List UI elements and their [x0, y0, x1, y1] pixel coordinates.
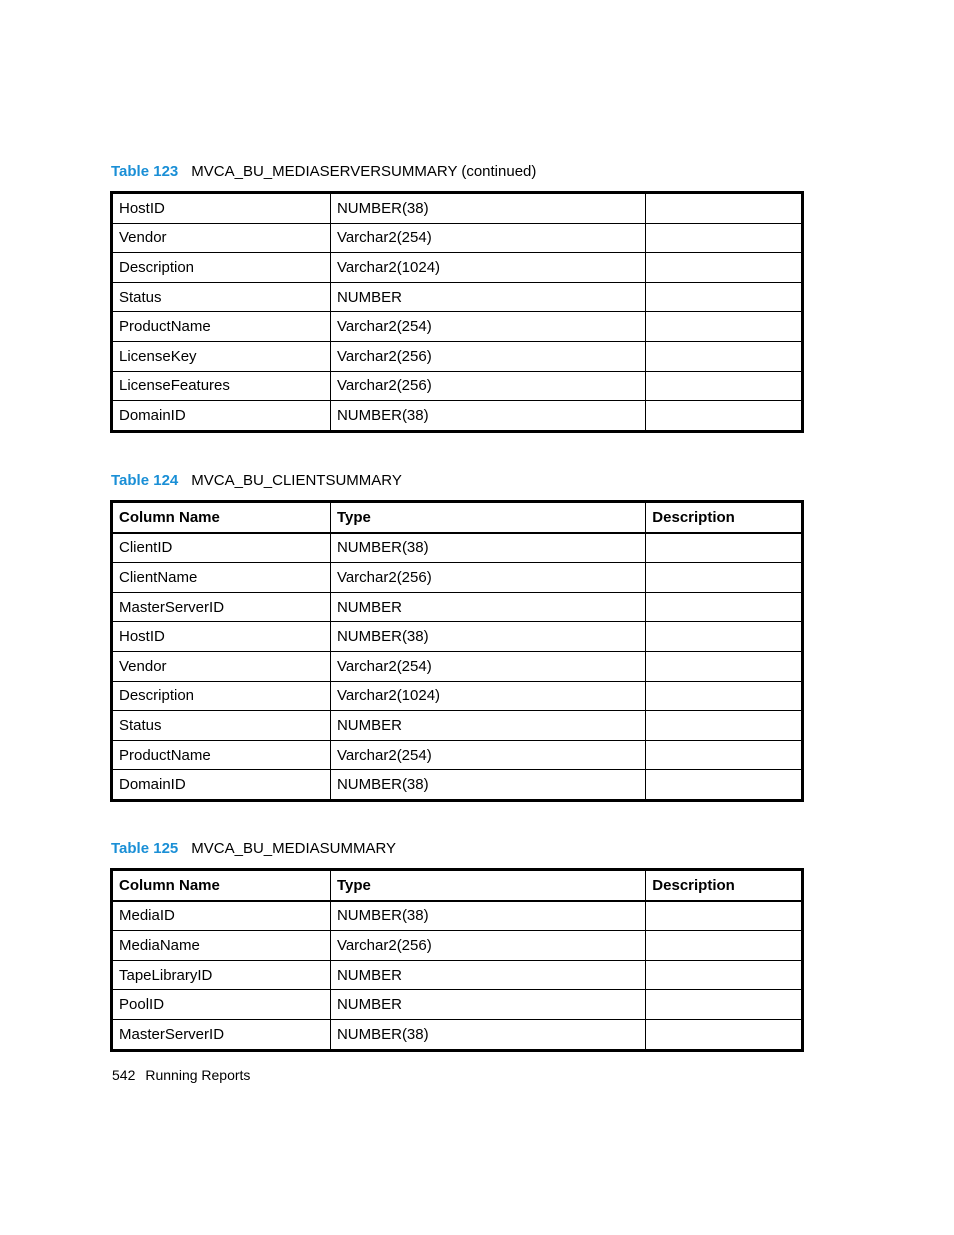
description-cell — [646, 371, 803, 401]
description-cell — [646, 740, 803, 770]
column-name-cell: Vendor — [112, 223, 331, 253]
column-name-cell: ProductName — [112, 312, 331, 342]
type-cell: Varchar2(1024) — [330, 681, 645, 711]
type-cell: Varchar2(254) — [330, 312, 645, 342]
table-row — [112, 193, 803, 224]
column-name-cell: ProductName — [112, 740, 331, 770]
table-row — [112, 651, 803, 681]
table-row — [112, 901, 803, 931]
table-row — [112, 681, 803, 711]
type-cell: NUMBER — [330, 960, 645, 990]
table-125-caption — [111, 840, 396, 858]
column-header: Description — [646, 502, 803, 533]
type-cell: Varchar2(254) — [330, 740, 645, 770]
type-cell: Varchar2(1024) — [330, 253, 645, 283]
column-name-cell: LicenseFeatures — [112, 371, 331, 401]
table-125 — [110, 868, 804, 1052]
description-cell — [646, 1019, 803, 1050]
table-row — [112, 401, 803, 432]
column-name-cell: MediaID — [112, 901, 331, 931]
type-cell: NUMBER(38) — [330, 401, 645, 432]
header-row — [112, 870, 803, 901]
table-row — [112, 740, 803, 770]
table-124-caption — [111, 472, 402, 490]
table-title: MVCA_BU_MEDIASUMMARY — [191, 840, 397, 857]
type-cell: Varchar2(256) — [330, 931, 645, 961]
table-label: Table 124 — [111, 472, 179, 489]
column-header: Column Name — [112, 870, 331, 901]
table-row — [112, 770, 803, 801]
column-header: Column Name — [112, 502, 331, 533]
type-cell: NUMBER — [330, 990, 645, 1020]
description-cell — [646, 533, 803, 563]
table-row — [112, 592, 803, 622]
table-row — [112, 931, 803, 961]
column-name-cell: HostID — [112, 622, 331, 652]
page-number: 542 — [112, 1067, 136, 1083]
column-header: Type — [330, 502, 645, 533]
type-cell: NUMBER(38) — [330, 193, 645, 224]
description-cell — [646, 711, 803, 741]
page-footer — [112, 1067, 250, 1083]
description-cell — [646, 563, 803, 593]
type-cell: Varchar2(256) — [330, 371, 645, 401]
type-cell: Varchar2(256) — [330, 563, 645, 593]
table-123-caption — [111, 163, 536, 181]
type-cell: Varchar2(254) — [330, 651, 645, 681]
header-row — [112, 502, 803, 533]
description-cell — [646, 401, 803, 432]
type-cell: NUMBER(38) — [330, 770, 645, 801]
column-name-cell: HostID — [112, 193, 331, 224]
column-name-cell: MediaName — [112, 931, 331, 961]
column-name-cell: MasterServerID — [112, 1019, 331, 1050]
type-cell: Varchar2(256) — [330, 341, 645, 371]
description-cell — [646, 193, 803, 224]
table-label: Table 123 — [111, 163, 179, 180]
type-cell: NUMBER — [330, 592, 645, 622]
column-name-cell: DomainID — [112, 770, 331, 801]
table-row — [112, 223, 803, 253]
description-cell — [646, 253, 803, 283]
description-cell — [646, 282, 803, 312]
column-name-cell: LicenseKey — [112, 341, 331, 371]
table-row — [112, 282, 803, 312]
description-cell — [646, 341, 803, 371]
table-row — [112, 990, 803, 1020]
table-row — [112, 533, 803, 563]
table-title: MVCA_BU_CLIENTSUMMARY — [191, 472, 402, 489]
description-cell — [646, 651, 803, 681]
description-cell — [646, 622, 803, 652]
column-header: Type — [330, 870, 645, 901]
type-cell: Varchar2(254) — [330, 223, 645, 253]
column-name-cell: MasterServerID — [112, 592, 331, 622]
column-name-cell: Vendor — [112, 651, 331, 681]
description-cell — [646, 770, 803, 801]
table-123 — [110, 191, 804, 433]
table-label: Table 125 — [111, 840, 179, 857]
section-name: Running Reports — [145, 1067, 251, 1083]
table-row — [112, 371, 803, 401]
table-row — [112, 253, 803, 283]
description-cell — [646, 901, 803, 931]
table-row — [112, 341, 803, 371]
table-124 — [110, 500, 804, 802]
description-cell — [646, 592, 803, 622]
table-row — [112, 1019, 803, 1050]
type-cell: NUMBER(38) — [330, 622, 645, 652]
column-name-cell: Status — [112, 282, 331, 312]
column-name-cell: Description — [112, 681, 331, 711]
table-row — [112, 960, 803, 990]
type-cell: NUMBER — [330, 711, 645, 741]
column-name-cell: ClientName — [112, 563, 331, 593]
type-cell: NUMBER(38) — [330, 1019, 645, 1050]
table-row — [112, 711, 803, 741]
column-name-cell: Description — [112, 253, 331, 283]
description-cell — [646, 312, 803, 342]
type-cell: NUMBER(38) — [330, 901, 645, 931]
type-cell: NUMBER — [330, 282, 645, 312]
description-cell — [646, 990, 803, 1020]
column-name-cell: TapeLibraryID — [112, 960, 331, 990]
table-row — [112, 622, 803, 652]
column-name-cell: PoolID — [112, 990, 331, 1020]
description-cell — [646, 931, 803, 961]
description-cell — [646, 960, 803, 990]
column-name-cell: Status — [112, 711, 331, 741]
column-name-cell: ClientID — [112, 533, 331, 563]
column-name-cell: DomainID — [112, 401, 331, 432]
table-row — [112, 312, 803, 342]
type-cell: NUMBER(38) — [330, 533, 645, 563]
table-row — [112, 563, 803, 593]
description-cell — [646, 223, 803, 253]
table-title: MVCA_BU_MEDIASERVERSUMMARY (continued) — [191, 163, 537, 180]
column-header: Description — [646, 870, 803, 901]
description-cell — [646, 681, 803, 711]
